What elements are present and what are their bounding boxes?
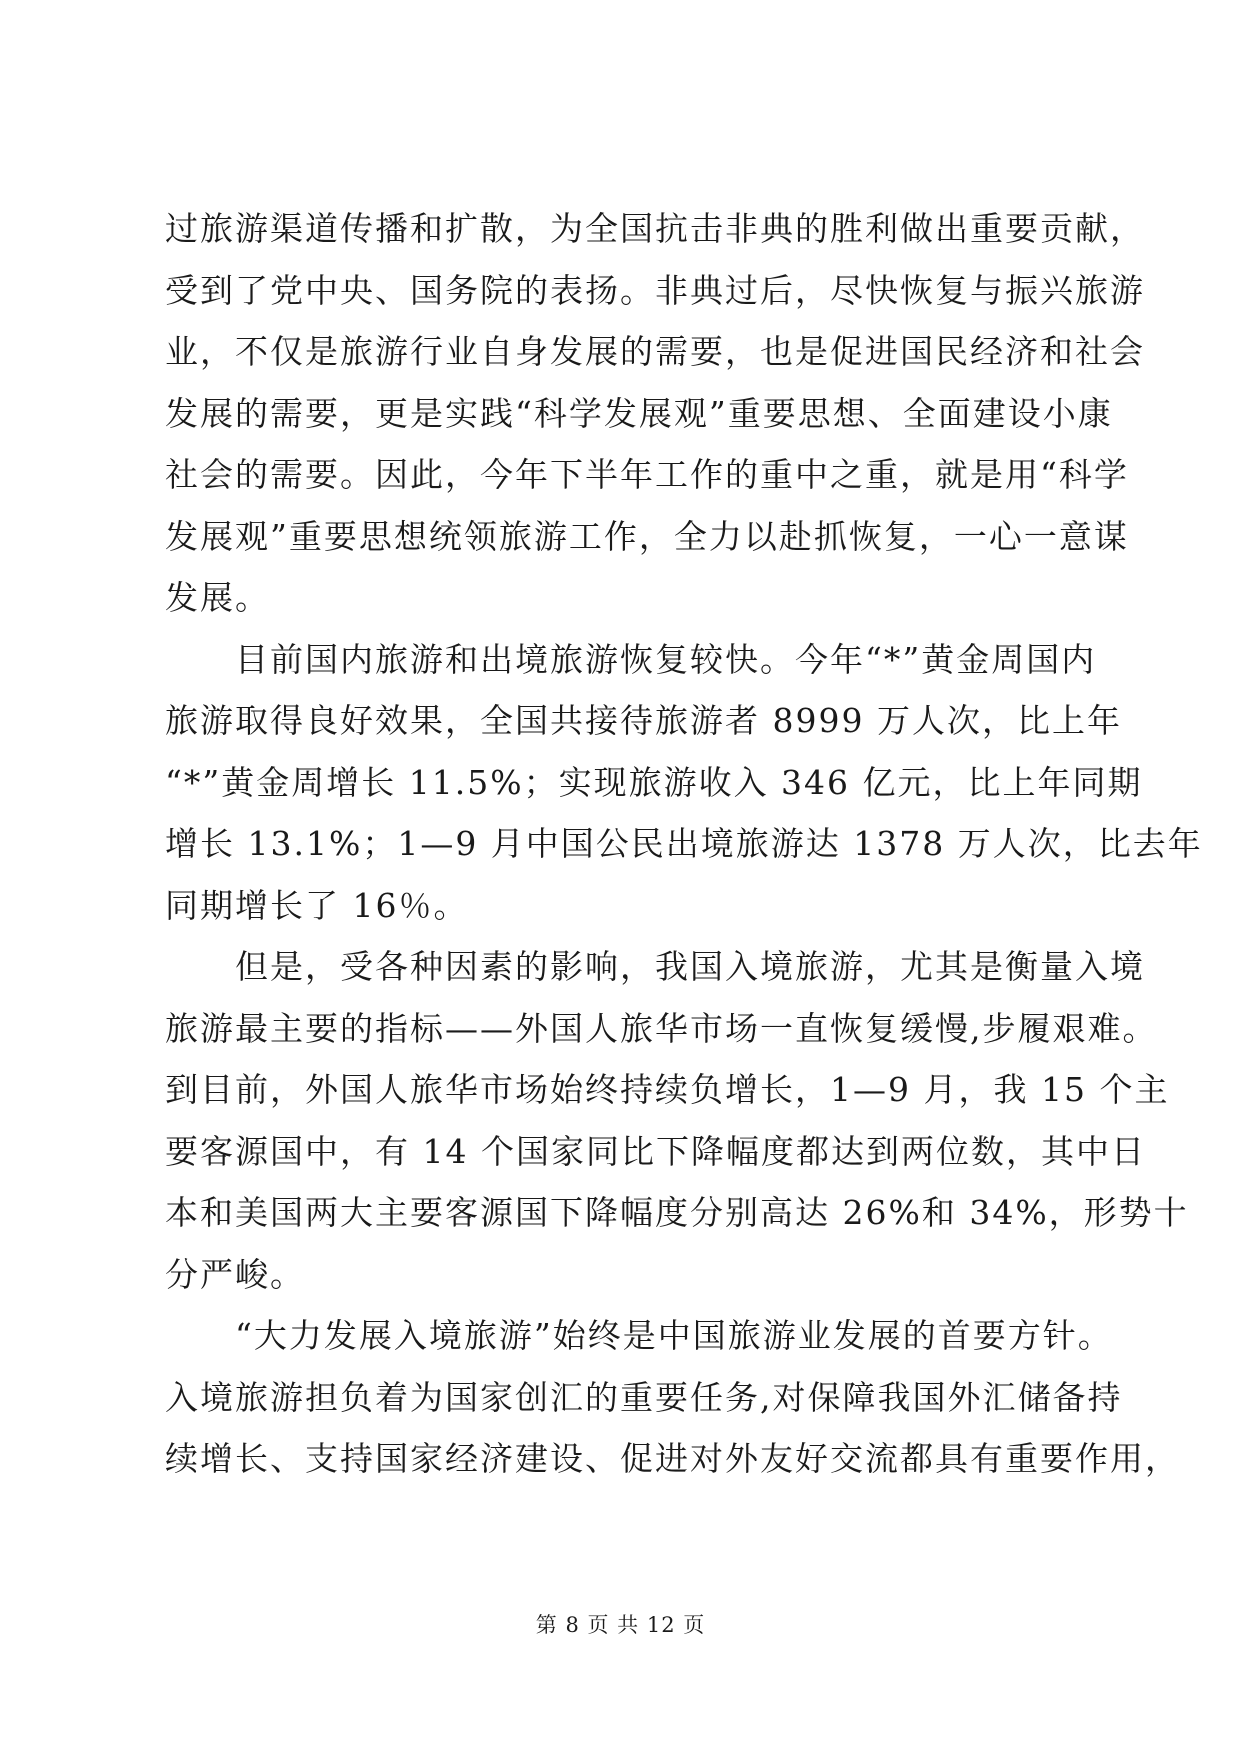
text-line: 同期增长了 16％。 [165,885,469,925]
body-text [165,198,1203,1490]
text-line: 受到了党中央、国务院的表扬。非典过后，尽快恢复与振兴旅游 [165,270,1145,310]
text-line: 到目前，外国人旅华市场始终持续负增长，1—9 月，我 15 个主 [165,1070,1170,1109]
text-line: 增长 13.1%；1—9 月中国公民出境旅游达 1378 万人次，比去年 [165,824,1203,863]
text-line: 发展的需要，更是实践“科学发展观”重要思想、全面建设小康 [165,393,1113,433]
text-line: 过旅游渠道传播和扩散，为全国抗击非典的胜利做出重要贡献， [165,209,1145,248]
text-line: “大力发展入境旅游”始终是中国旅游业发展的首要方针。 [165,1316,1113,1355]
text-line: 发展观”重要思想统领旅游工作，全力以赴抓恢复，一心一意谋 [165,516,1129,556]
text-line: 旅游取得良好效果，全国共接待旅游者 8999 万人次，比上年 [165,701,1122,740]
text-line: 目前国内旅游和出境旅游恢复较快。今年“*”黄金周国内 [165,639,1097,679]
paragraph-1 [165,198,1145,629]
paragraph-2 [165,629,1203,937]
page-number-label: 第 8 页 共 12 页 [535,1613,706,1637]
text-line: 分严峻。 [165,1254,305,1294]
text-line: 业，不仅是旅游行业自身发展的需要，也是促进国民经济和社会 [165,332,1145,371]
text-line: 发展。 [165,578,270,617]
text-line: 入境旅游担负着为国家创汇的重要任务,对保障我国外汇储备持 [165,1377,1123,1417]
text-line: 社会的需要。因此，今年下半年工作的重中之重，就是用“科学 [165,455,1129,494]
page-footer [0,1610,1241,1640]
paragraph-3 [165,936,1189,1305]
text-line: 要客源国中，有 14 个国家同比下降幅度都达到两位数，其中日 [165,1131,1146,1171]
text-line: 续增长、支持国家经济建设、促进对外友好交流都具有重要作用， [165,1439,1180,1478]
text-line: 但是，受各种因素的影响，我国入境旅游，尤其是衡量入境 [165,947,1145,986]
text-line: “*”黄金周增长 11.5%；实现旅游收入 346 亿元，比上年同期 [165,762,1143,802]
text-line: 旅游最主要的指标——外国人旅华市场一直恢复缓慢,步履艰难。 [165,1008,1158,1048]
text-line: 本和美国两大主要客源国下降幅度分别高达 26%和 34%，形势十 [165,1193,1189,1232]
paragraph-4 [165,1305,1180,1490]
